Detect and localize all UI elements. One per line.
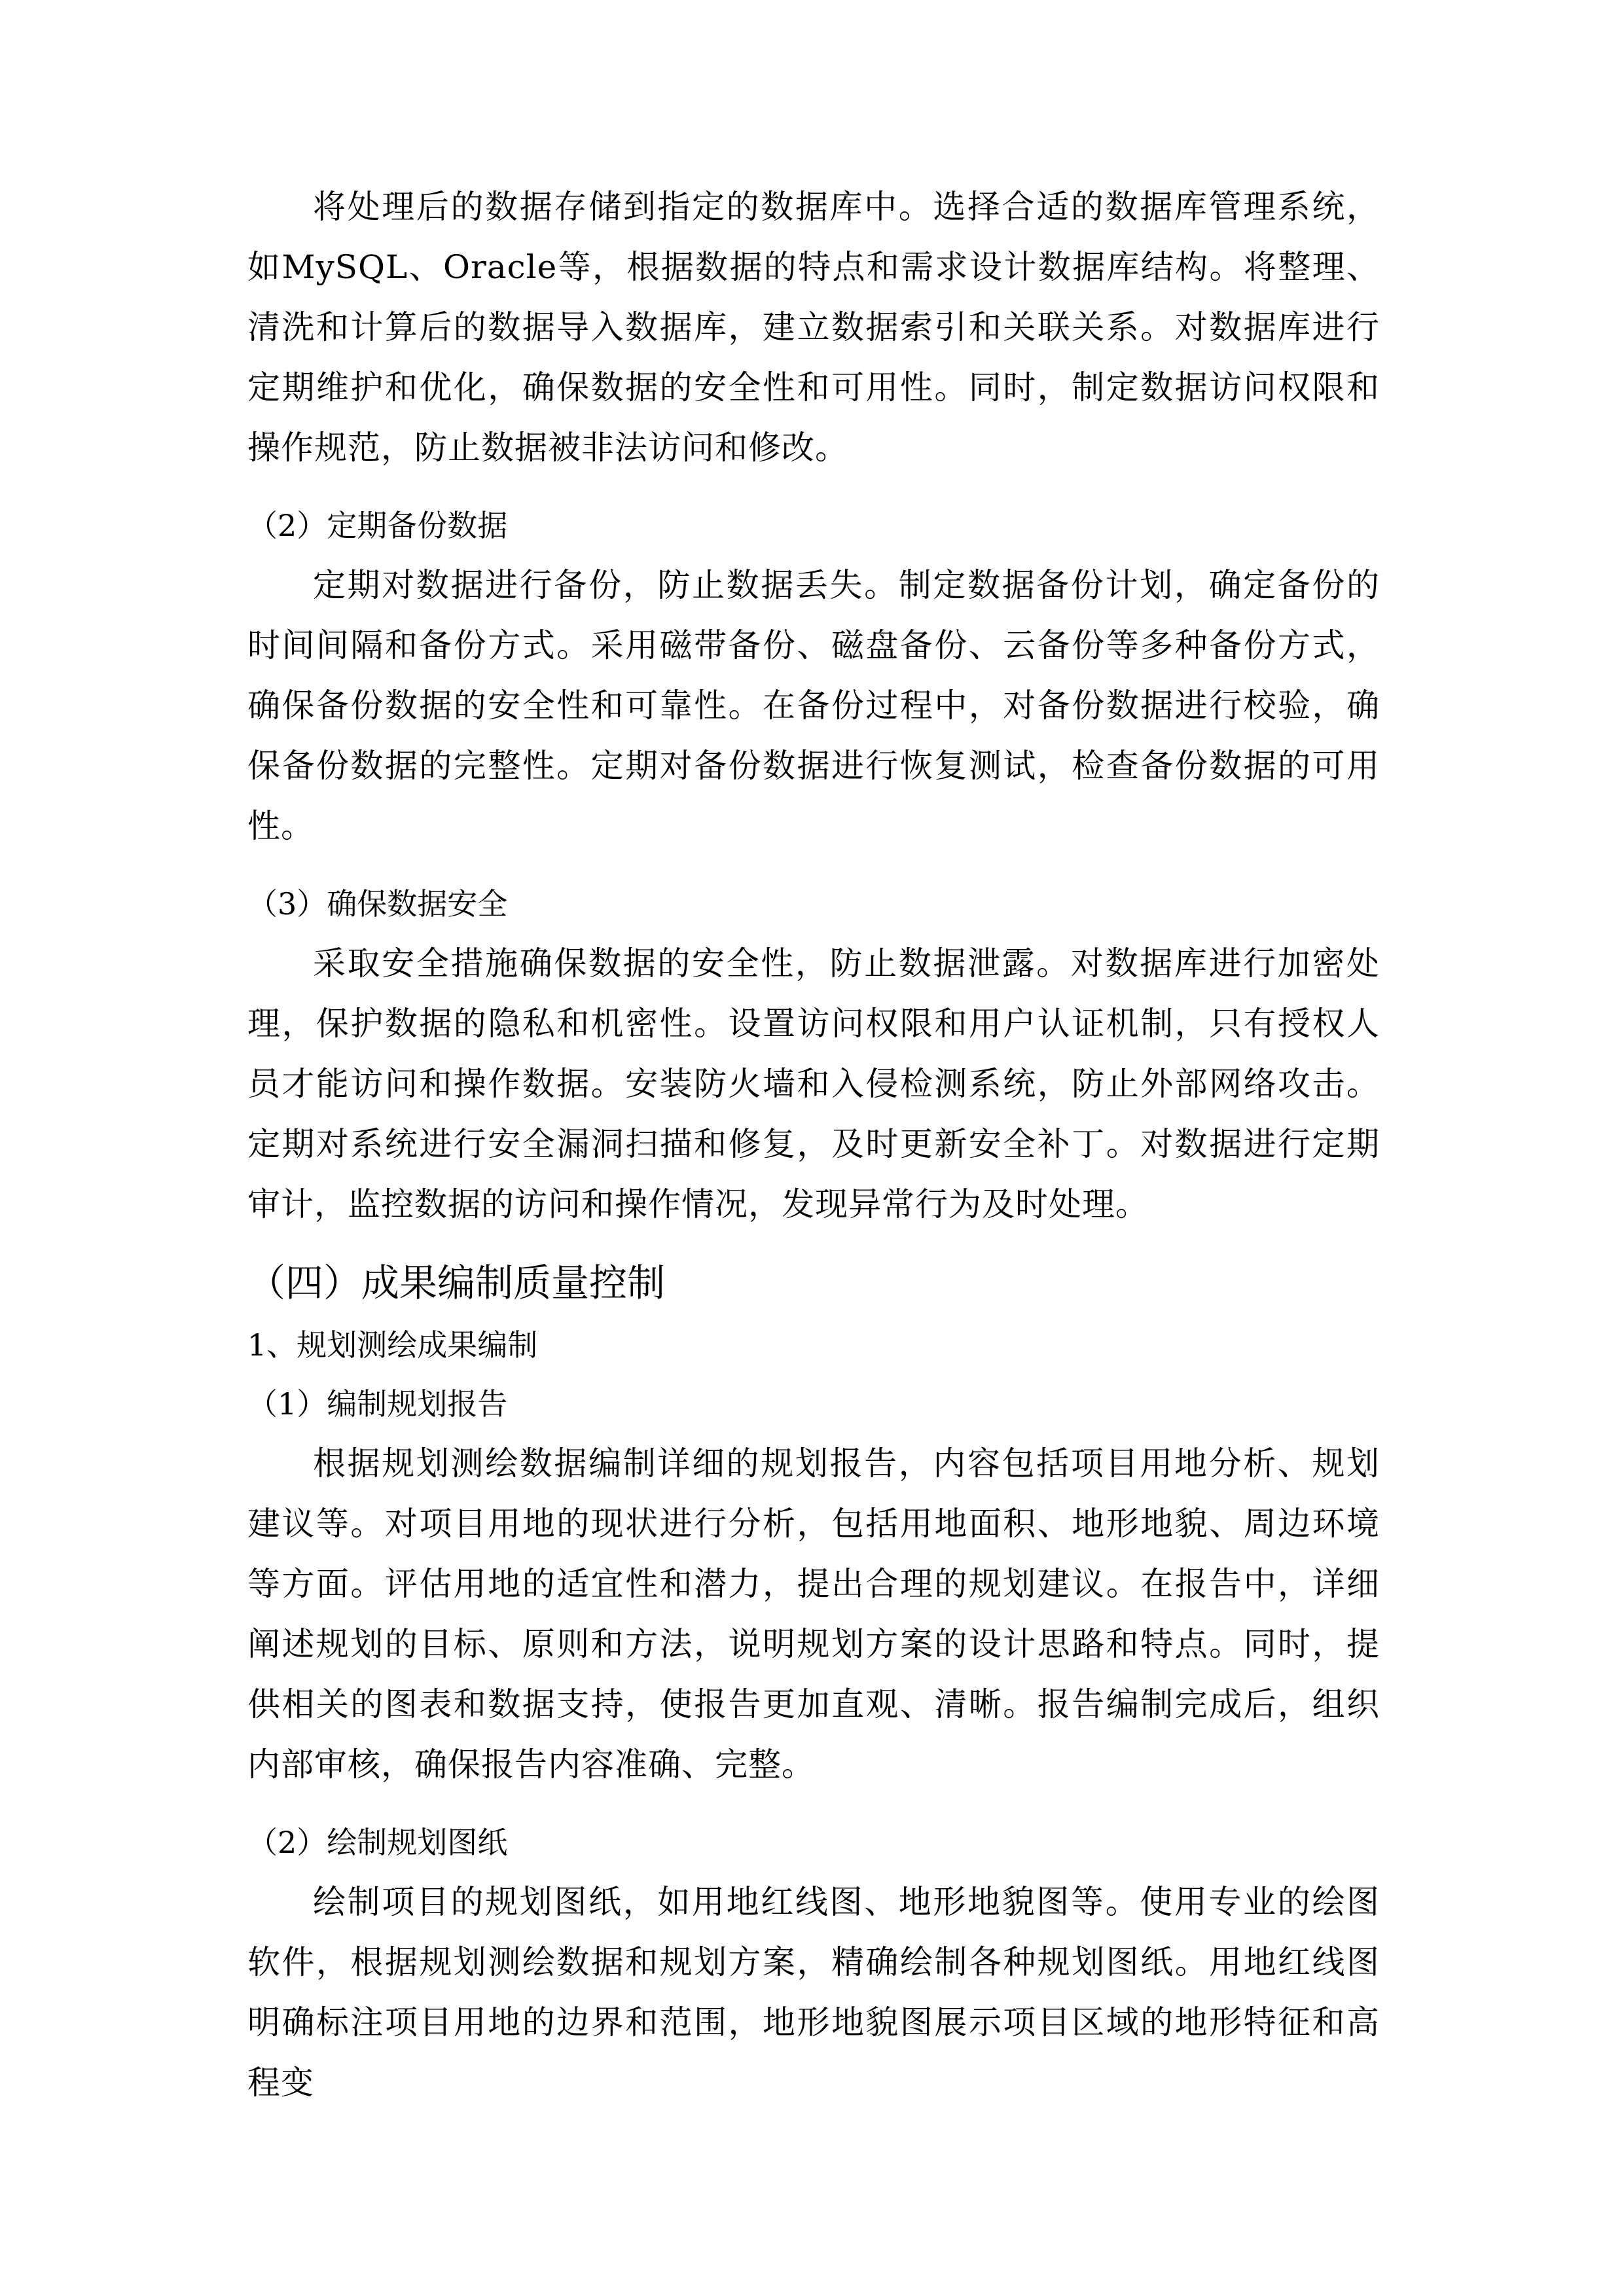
document-page xyxy=(247,177,1380,2113)
paragraph-security: 采取安全措施确保数据的安全性，防止数据泄露。对数据库进行加密处理，保护数据的隐私和机密性。设置访问权限和用户认证机制，只有授权人员才能访问和操作数据。安装防火墙和入侵检测系统，防止外部网络攻击。定期对系统进行安全漏洞扫描和修复，及时更新安全补丁。对数据进行定期审计，监控数据的访问和操作情况，发现异常行为及时处理。 xyxy=(247,944,1380,1223)
section-title: （四）成果编制质量控制 xyxy=(247,1261,666,1305)
subheading-backup: （2）定期备份数据 xyxy=(247,508,508,543)
paragraph-drawing: 绘制项目的规划图纸，如用地红线图、地形地貌图等。使用专业的绘图软件，根据规划测绘数据和规划方案，精确绘制各种规划图纸。用地红线图明确标注项目用地的边界和范围，地形地貌图展示项目区域的地形特征和高程变 xyxy=(247,1883,1380,2102)
paragraph-backup: 定期对数据进行备份，防止数据丢失。制定数据备份计划，确定备份的时间间隔和备份方式。采用磁带备份、磁盘备份、云备份等多种备份方式，确保备份数据的安全性和可靠性。在备份过程中，对备份数据进行校验，确保备份数据的完整性。定期对备份数据进行恢复测试，检查备份数据的可用性。 xyxy=(247,566,1380,845)
subheading-report: （1）编制规划报告 xyxy=(247,1386,508,1422)
paragraph-report: 根据规划测绘数据编制详细的规划报告，内容包括项目用地分析、规划建议等。对项目用地的现状进行分析，包括用地面积、地形地貌、周边环境等方面。评估用地的适宜性和潜力，提出合理的规划建议。在报告中，详细阐述规划的目标、原则和方法，说明规划方案的设计思路和特点。同时，提供相关的图表和数据支持，使报告更加直观、清晰。报告编制完成后，组织内部审核，确保报告内容准确、完整。 xyxy=(247,1444,1380,1784)
subheading-drawing: （2）绘制规划图纸 xyxy=(247,1825,508,1860)
paragraph-database-storage: 将处理后的数据存储到指定的数据库中。选择合适的数据库管理系统，如MySQL、Oracle等，根据数据的特点和需求设计数据库结构。将整理、清洗和计算后的数据导入数据库，建立数据索引和关联关系。对数据库进行定期维护和优化，确保数据的安全性和可用性。同时，制定数据访问权限和操作规范，防止数据被非法访问和修改。 xyxy=(247,188,1380,467)
subheading-security: （3）确保数据安全 xyxy=(247,886,508,922)
item-title: 1、规划测绘成果编制 xyxy=(247,1327,538,1363)
